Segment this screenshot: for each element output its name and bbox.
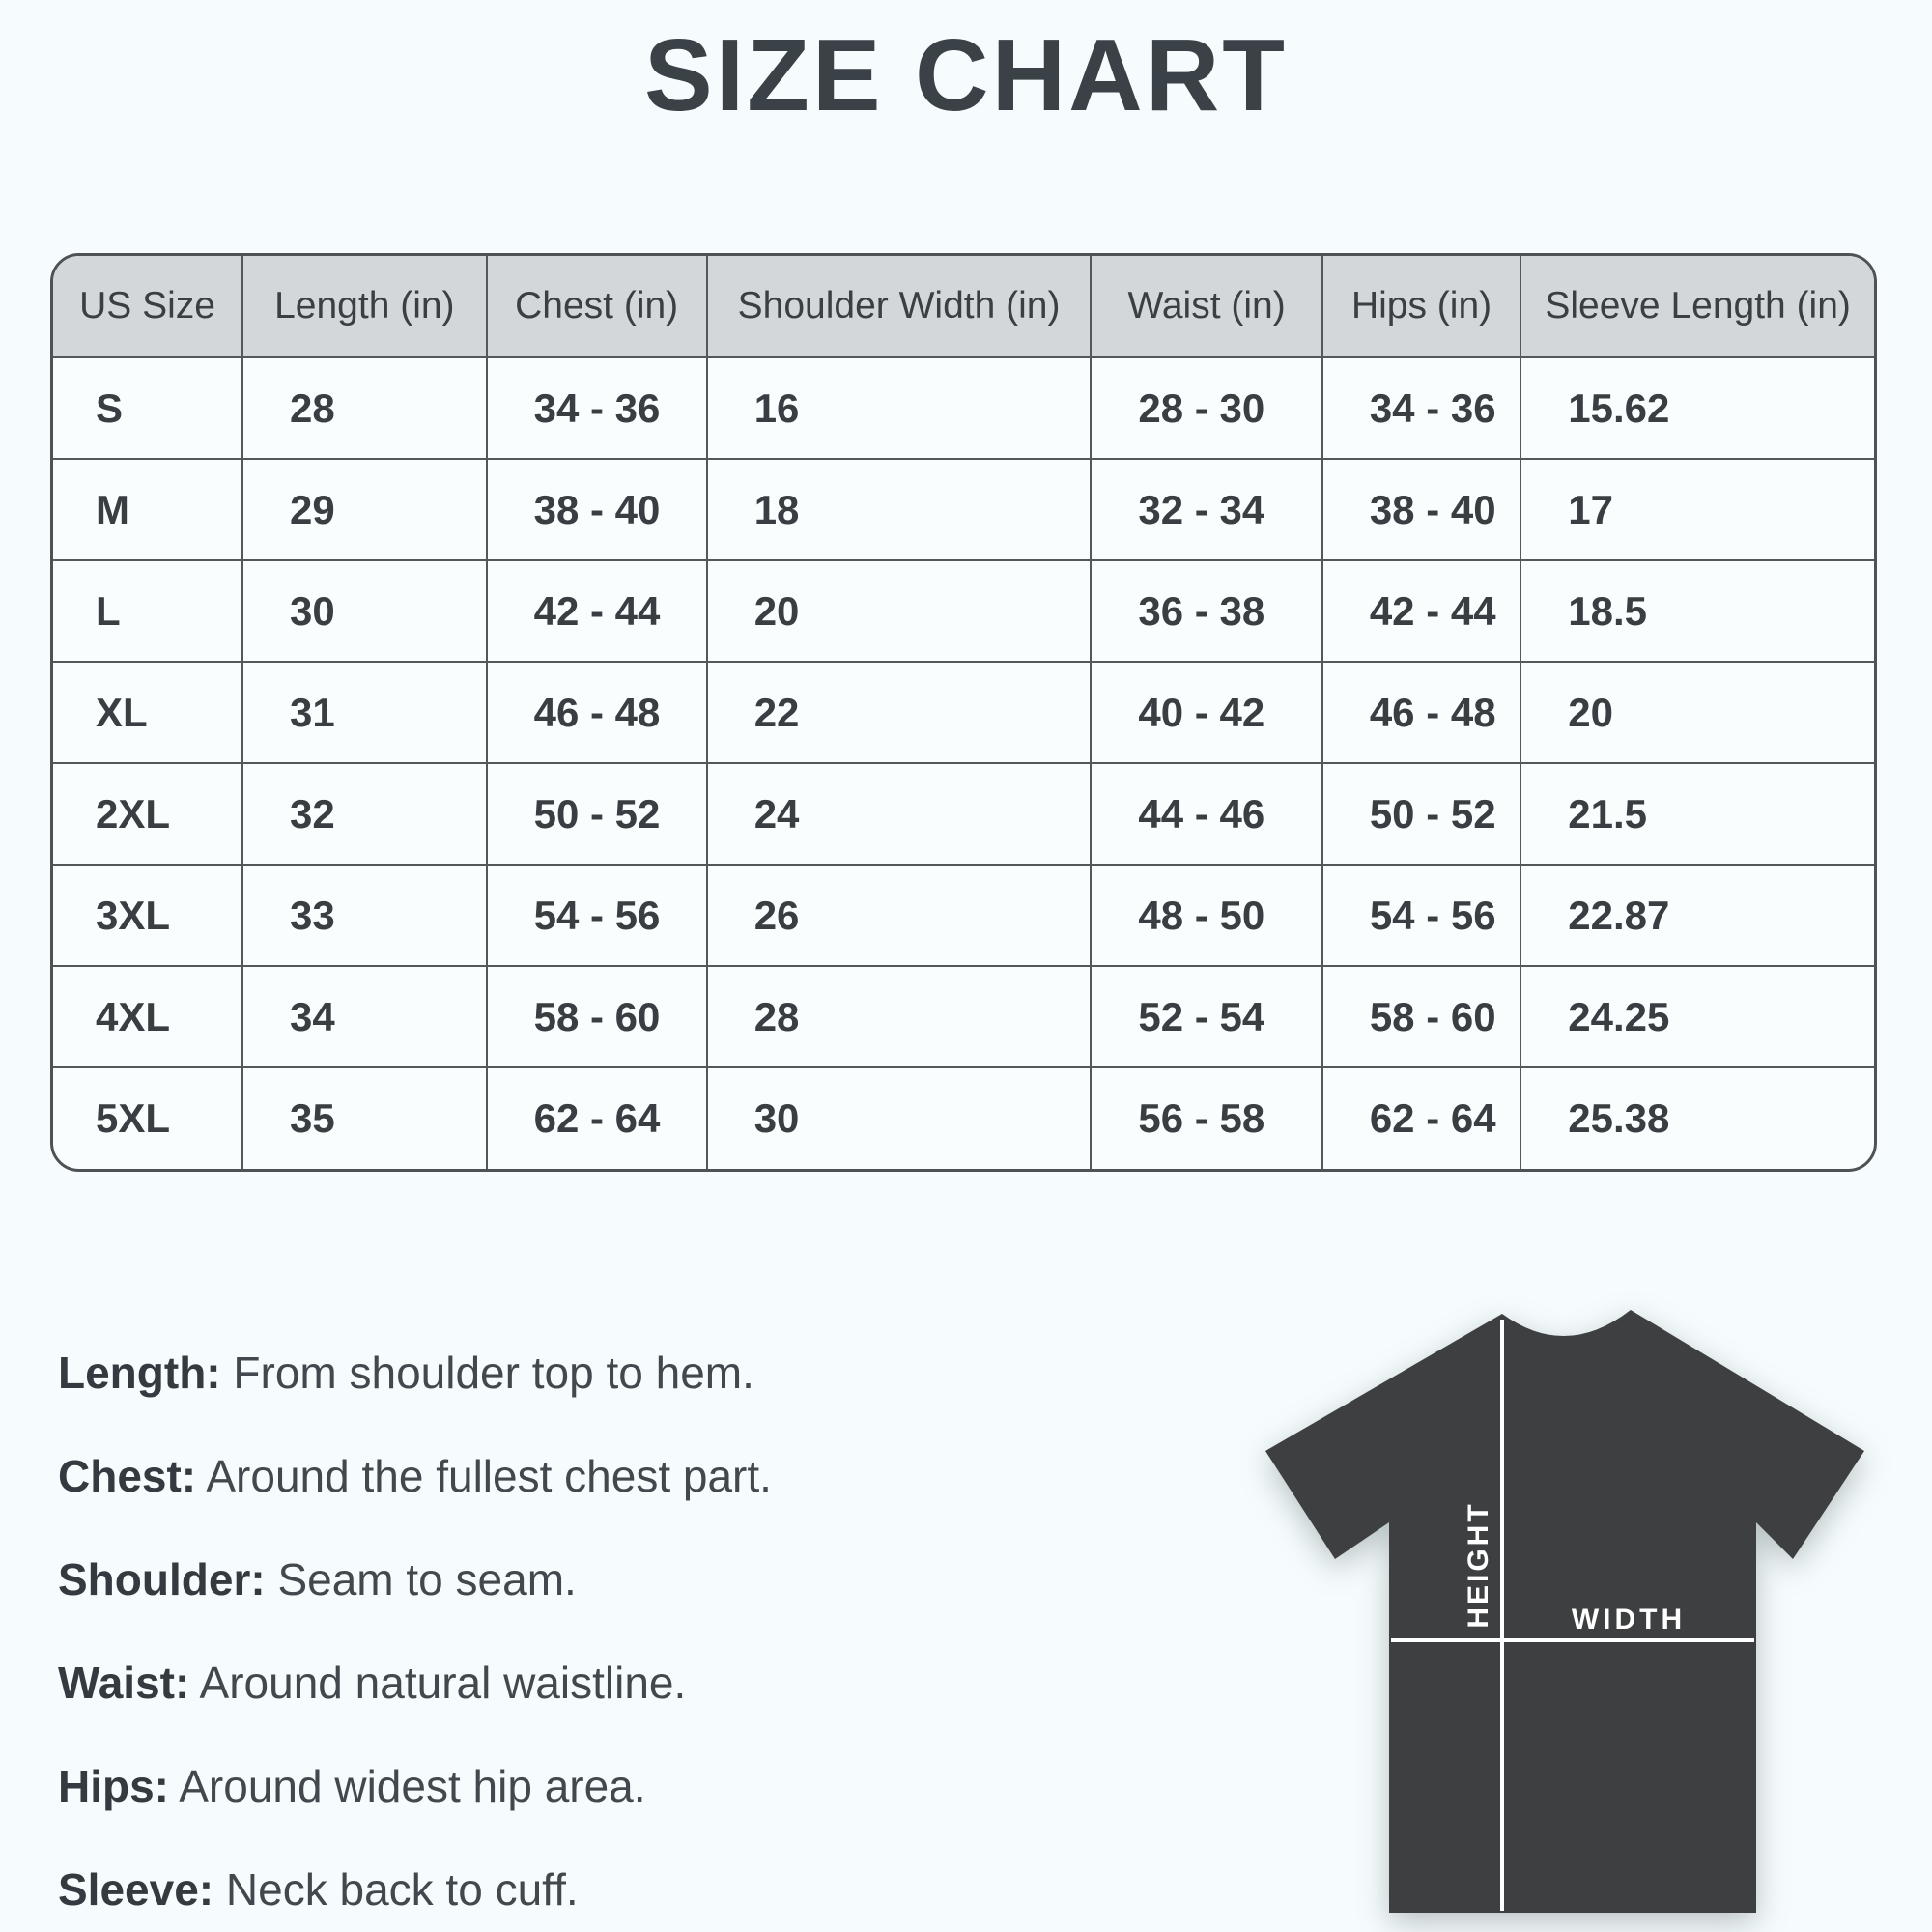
measurement-cell: 32 - 34 xyxy=(1091,459,1321,560)
tshirt-diagram xyxy=(1246,1285,1884,1932)
table-row xyxy=(53,763,1874,865)
definition-label: Chest: xyxy=(58,1451,197,1501)
measurement-cell: 34 - 36 xyxy=(1322,357,1520,459)
measurement-cell: 17 xyxy=(1520,459,1874,560)
measurement-cell: 18 xyxy=(707,459,1092,560)
size-label-cell: L xyxy=(53,560,242,662)
measurement-cell: 46 - 48 xyxy=(487,662,707,763)
measurement-cell: 15.62 xyxy=(1520,357,1874,459)
definition-text: From shoulder top to hem. xyxy=(233,1348,754,1398)
measurement-cell: 44 - 46 xyxy=(1091,763,1321,865)
definition-text: Around widest hip area. xyxy=(179,1761,646,1811)
measurement-cell: 62 - 64 xyxy=(487,1067,707,1169)
definition-label: Length: xyxy=(58,1348,221,1398)
height-label: HEIGHT xyxy=(1463,1501,1494,1629)
measurement-cell: 18.5 xyxy=(1520,560,1874,662)
size-label-cell: S xyxy=(53,357,242,459)
column-header: Chest (in) xyxy=(487,256,707,357)
size-label-cell: XL xyxy=(53,662,242,763)
definition-text: Seam to seam. xyxy=(277,1554,577,1605)
measurement-cell: 21.5 xyxy=(1520,763,1874,865)
definition-text: Around the fullest chest part. xyxy=(206,1451,772,1501)
definition-item xyxy=(58,1762,772,1810)
column-header: Length (in) xyxy=(242,256,487,357)
measurement-cell: 26 xyxy=(707,865,1092,966)
table-row xyxy=(53,459,1874,560)
table-row xyxy=(53,357,1874,459)
measurement-cell: 40 - 42 xyxy=(1091,662,1321,763)
measurement-cell: 35 xyxy=(242,1067,487,1169)
measurement-cell: 31 xyxy=(242,662,487,763)
measurement-cell: 48 - 50 xyxy=(1091,865,1321,966)
measurement-cell: 56 - 58 xyxy=(1091,1067,1321,1169)
table-row xyxy=(53,865,1874,966)
measurement-cell: 30 xyxy=(707,1067,1092,1169)
column-header: Hips (in) xyxy=(1322,256,1520,357)
measurement-cell: 52 - 54 xyxy=(1091,966,1321,1067)
size-table xyxy=(50,253,1877,1172)
definition-label: Waist: xyxy=(58,1658,190,1708)
measurement-cell: 25.38 xyxy=(1568,1095,1670,1141)
column-header: Sleeve Length (in) xyxy=(1520,256,1874,357)
measurement-cell: 54 - 56 xyxy=(487,865,707,966)
definition-label: Hips: xyxy=(58,1761,169,1811)
definition-text: Neck back to cuff. xyxy=(225,1864,579,1915)
size-label-cell: M xyxy=(53,459,242,560)
measurement-cell: 58 - 60 xyxy=(487,966,707,1067)
measurement-cell: 20 xyxy=(1520,662,1874,763)
measurement-cell: 28 - 30 xyxy=(1091,357,1321,459)
table-row xyxy=(53,662,1874,763)
measurement-cell: 32 xyxy=(242,763,487,865)
column-header: Shoulder Width (in) xyxy=(707,256,1092,357)
definition-item xyxy=(58,1555,772,1604)
definition-item xyxy=(58,1865,772,1914)
measurement-cell: 54 - 56 xyxy=(1322,865,1520,966)
measurement-cell: 16 xyxy=(707,357,1092,459)
measurement-cell: 42 - 44 xyxy=(1322,560,1520,662)
width-label: WIDTH xyxy=(1571,1604,1687,1635)
size-label-cell: 4XL xyxy=(53,966,242,1067)
size-label-cell: 2XL xyxy=(53,763,242,865)
measurement-cell: 50 - 52 xyxy=(487,763,707,865)
measurement-cell: 30 xyxy=(242,560,487,662)
size-label-cell: 3XL xyxy=(53,865,242,966)
measurement-cell: 28 xyxy=(707,966,1092,1067)
measurement-cell: 38 - 40 xyxy=(1322,459,1520,560)
column-header: US Size xyxy=(53,256,242,357)
definition-label: Shoulder: xyxy=(58,1554,266,1605)
page-title: SIZE CHART xyxy=(644,18,1288,132)
tshirt-silhouette xyxy=(1265,1310,1864,1913)
column-header: Waist (in) xyxy=(1091,256,1321,357)
measurement-cell: 33 xyxy=(242,865,487,966)
table-header-row xyxy=(53,256,1874,357)
table-row xyxy=(53,966,1874,1067)
measurement-cell: 38 - 40 xyxy=(487,459,707,560)
measurement-cell: 34 xyxy=(242,966,487,1067)
measurement-cell: 46 - 48 xyxy=(1322,662,1520,763)
definition-item xyxy=(58,1452,772,1500)
definition-item xyxy=(58,1659,772,1707)
size-table-grid xyxy=(53,256,1874,1169)
measurement-cell: 58 - 60 xyxy=(1322,966,1520,1067)
measurement-cell: 28 xyxy=(242,357,487,459)
measurement-definitions xyxy=(58,1349,772,1914)
measurement-cell: 36 - 38 xyxy=(1091,560,1321,662)
table-row xyxy=(53,1067,1874,1169)
definition-text: Around natural waistline. xyxy=(199,1658,687,1708)
measurement-cell: 50 - 52 xyxy=(1322,763,1520,865)
definition-item xyxy=(58,1349,772,1397)
measurement-cell: 20 xyxy=(707,560,1092,662)
measurement-cell: 22 xyxy=(707,662,1092,763)
measurement-cell: 34 - 36 xyxy=(487,357,707,459)
definition-label: Sleeve: xyxy=(58,1864,214,1915)
measurement-cell: 29 xyxy=(242,459,487,560)
table-row xyxy=(53,560,1874,662)
measurement-cell: 24 xyxy=(707,763,1092,865)
measurement-cell: 24.25 xyxy=(1520,966,1874,1067)
measurement-cell: 22.87 xyxy=(1520,865,1874,966)
measurement-cell: 42 - 44 xyxy=(487,560,707,662)
size-label-cell: 5XL xyxy=(53,1067,242,1169)
measurement-cell: 62 - 64 xyxy=(1322,1067,1520,1169)
